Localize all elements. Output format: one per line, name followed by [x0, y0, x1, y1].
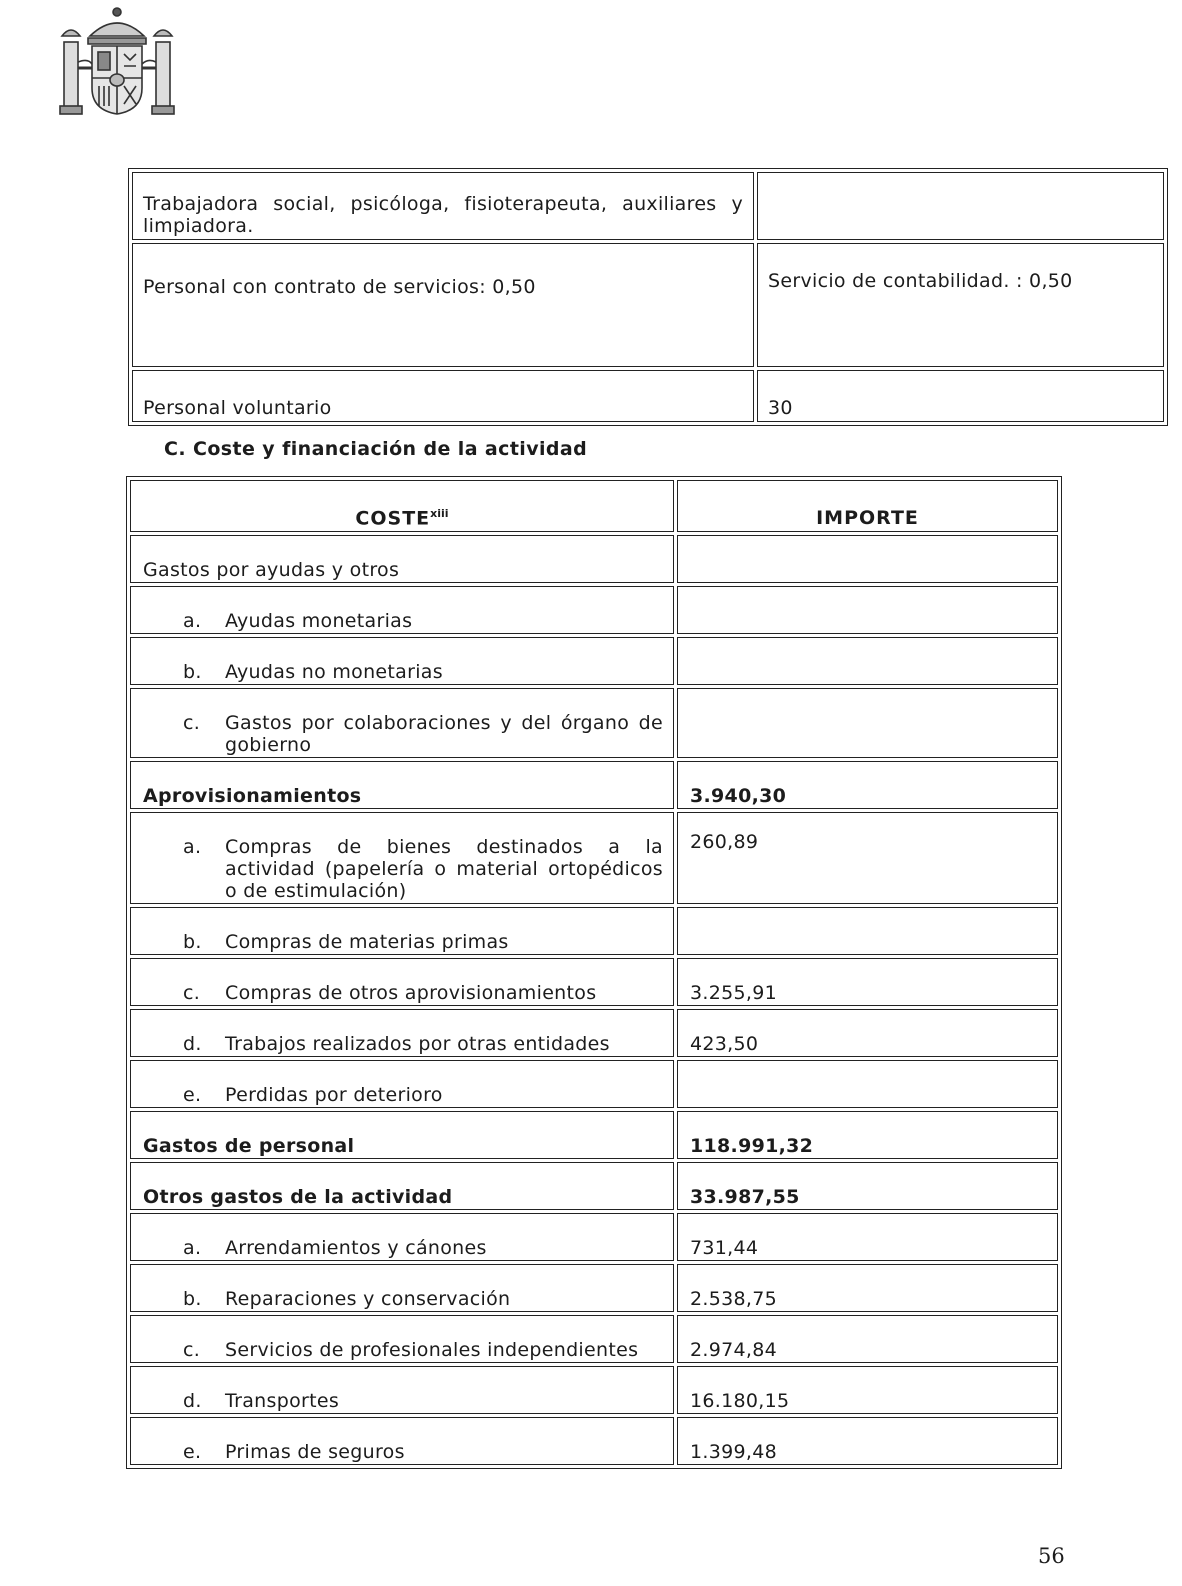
cost-amount: 16.180,15 [677, 1366, 1058, 1414]
staff-value-cell: Servicio de contabilidad. : 0,50 [757, 243, 1164, 367]
cost-amount [677, 637, 1058, 685]
cost-amount [677, 586, 1058, 634]
cost-amount [677, 1060, 1058, 1108]
cost-amount: 423,50 [677, 1009, 1058, 1057]
footnote-marker: xiii [430, 506, 449, 520]
item-letter: a. [183, 836, 202, 858]
cost-label: Gastos por colaboraciones y del órgano de gobierno [225, 712, 663, 756]
table-row [130, 1111, 1058, 1159]
cost-label: Gastos por ayudas y otros [130, 535, 674, 583]
cost-label: Gastos de personal [130, 1111, 674, 1159]
item-letter: c. [183, 712, 201, 734]
table-row [132, 370, 1164, 422]
item-letter: c. [183, 982, 201, 1004]
table-row [130, 1417, 1058, 1465]
staff-label-cell: Trabajadora social, psicóloga, fisioterapeuta, auxiliares y limpiadora. [132, 172, 754, 240]
table-row [130, 1366, 1058, 1414]
table-row [130, 586, 1058, 634]
cost-amount [677, 535, 1058, 583]
cost-label: Primas de seguros [225, 1441, 405, 1463]
cost-amount: 33.987,55 [677, 1162, 1058, 1210]
table-row [130, 907, 1058, 955]
cost-amount [677, 688, 1058, 758]
cost-label: Reparaciones y conservación [225, 1288, 511, 1310]
table-row [130, 1315, 1058, 1363]
table-row [130, 637, 1058, 685]
item-letter: c. [183, 1339, 201, 1361]
cost-amount: 2.538,75 [677, 1264, 1058, 1312]
cost-label: Transportes [225, 1390, 340, 1412]
staff-value-cell: 30 [757, 370, 1164, 422]
table-row [130, 958, 1058, 1006]
table-row [130, 1060, 1058, 1108]
cost-label: Compras de bienes destinados a la actividad (papelería o material ortopédicos o de estimulación) [225, 836, 663, 902]
section-title: C. Coste y financiación de la actividad [164, 438, 588, 460]
table-row [130, 1264, 1058, 1312]
table-row [130, 1213, 1058, 1261]
item-letter: b. [183, 661, 202, 683]
cost-table [126, 476, 1062, 1469]
table-row [130, 761, 1058, 809]
item-letter: a. [183, 610, 202, 632]
cost-label: Servicios de profesionales independientes [225, 1339, 639, 1361]
cost-amount: 260,89 [677, 812, 1058, 904]
item-letter: e. [183, 1084, 202, 1106]
table-row [130, 688, 1058, 758]
staff-label-cell: Personal con contrato de servicios: 0,50 [132, 243, 754, 367]
cost-amount [677, 907, 1058, 955]
item-letter: b. [183, 1288, 202, 1310]
cost-label: Trabajos realizados por otras entidades [225, 1033, 610, 1055]
cost-amount: 1.399,48 [677, 1417, 1058, 1465]
staff-table [128, 168, 1168, 426]
table-row [132, 172, 1164, 240]
table-row [130, 812, 1058, 904]
cost-label: Perdidas por deterioro [225, 1084, 443, 1106]
table-row [132, 243, 1164, 367]
cost-label: Arrendamientos y cánones [225, 1237, 487, 1259]
cost-label: Ayudas monetarias [225, 610, 413, 632]
staff-value-cell [757, 172, 1164, 240]
cost-amount: 731,44 [677, 1213, 1058, 1261]
amount-column-header: IMPORTE [677, 480, 1058, 532]
staff-label-cell: Personal voluntario [132, 370, 754, 422]
cost-amount: 3.255,91 [677, 958, 1058, 1006]
table-row [130, 535, 1058, 583]
cost-label: Compras de materias primas [225, 931, 509, 953]
cost-amount: 118.991,32 [677, 1111, 1058, 1159]
cost-label: Aprovisionamientos [130, 761, 674, 809]
cost-label: Ayudas no monetarias [225, 661, 443, 683]
item-letter: d. [183, 1033, 202, 1055]
item-letter: a. [183, 1237, 202, 1259]
cost-column-header: COSTE$^{xiii}$ [130, 480, 674, 532]
cost-amount: 2.974,84 [677, 1315, 1058, 1363]
table-row [130, 1162, 1058, 1210]
table-header-row [130, 480, 1058, 532]
cost-label: Otros gastos de la actividad [130, 1162, 674, 1210]
spain-coat-of-arms-icon [52, 2, 182, 122]
item-letter: d. [183, 1390, 202, 1412]
table-row [130, 1009, 1058, 1057]
cost-label: Compras de otros aprovisionamientos [225, 982, 597, 1004]
item-letter: b. [183, 931, 202, 953]
item-letter: e. [183, 1441, 202, 1463]
cost-amount: 3.940,30 [677, 761, 1058, 809]
page-number: 56 [1038, 1544, 1065, 1568]
